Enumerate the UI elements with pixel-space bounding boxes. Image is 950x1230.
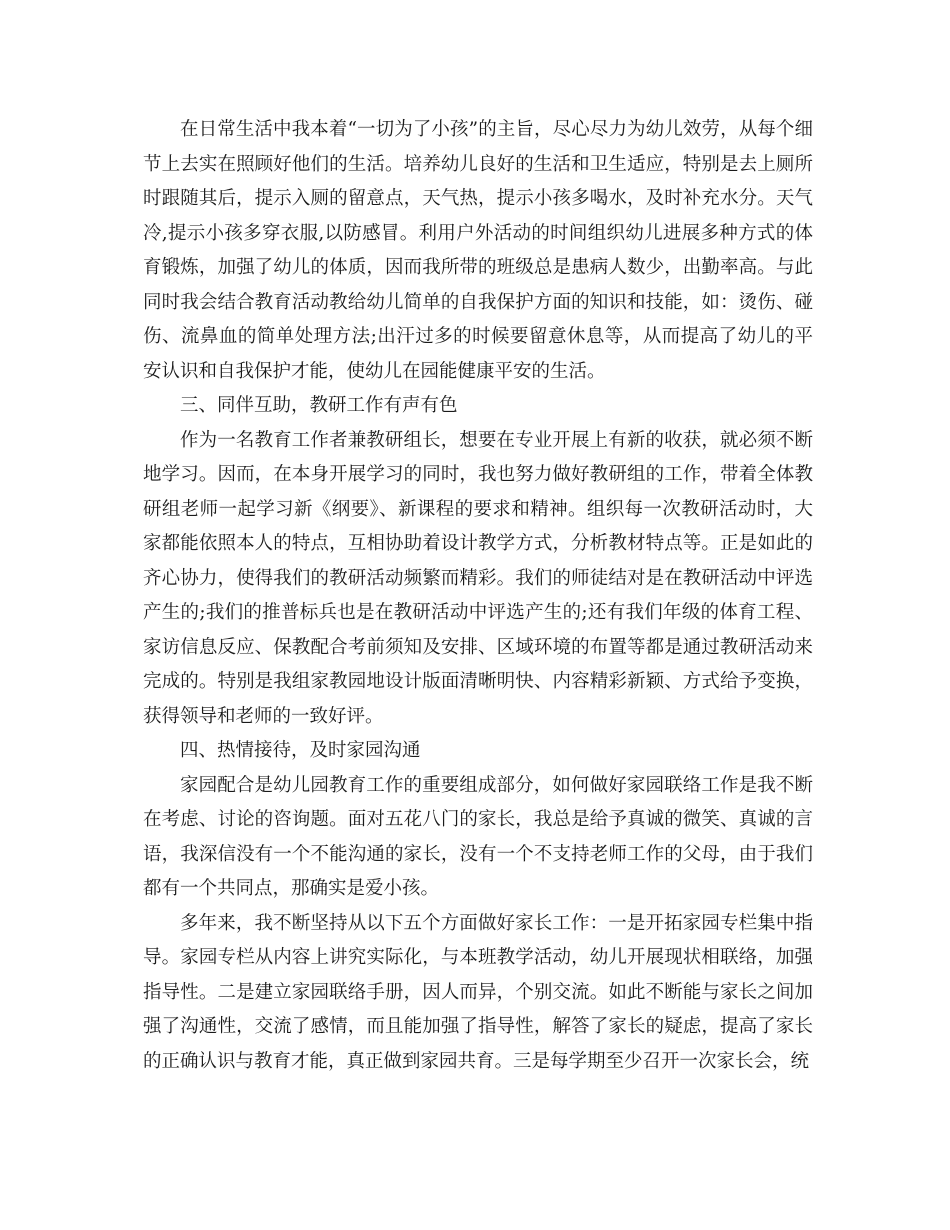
section-heading-3: 三、同伴互助，教研工作有声有色 [180,395,458,416]
paragraph-home-school: 家园配合是幼儿园教育工作的重要组成部分，如何做好家园联络工作是我不断在考虑、讨论的咨询题。面对五花八门的家长，我总是给予真诚的微笑、真诚的言语，我深信没有一个不能沟通的家长，没有一个不支持老师工作的父母，由于我们都有一个共同点，那确实是爱小孩。 [143,774,813,899]
paragraph-parent-work: 多年来，我不断坚持从以下五个方面做好家长工作：一是开拓家园专栏集中指导。家园专栏从内容上讲究实际化，与本班教学活动，幼儿开展现状相联络，加强指导性。二是建立家园联络手册，因人而异，个别交流。如此不断能与家长之间加强了沟通性，交流了感情，而且能加强了指导性，解答了家长的疑虑，提高了家长的正确认识与教育才能，真正做到家园共育。三是每学期至少召开一次家长会，统 [143,912,813,1072]
section-heading-4: 四、热情接待，及时家园沟通 [180,740,421,761]
paragraph-teaching-research: 作为一名教育工作者兼教研组长，想要在专业开展上有新的收获，就必须不断地学习。因而，在本身开展学习的同时，我也努力做好教研组的工作，带着全体教研组老师一起学习新《纲要》、新课程的要求和精神。组织每一次教研活动时，大家都能依照本人的特点，互相协助着设计教学方式，分析教材特点等。正是如此的齐心协力，使得我们的教研活动频繁而精彩。我们的师徒结对是在教研活动中评选产生的;我们的推普标兵也是在教研活动中评选产生的;还有我们年级的体育工程、家访信息反应、保教配合考前须知及安排、区域环境的布置等都是通过教研活动来完成的。特别是我组家教园地设计版面清晰明快、内容精彩新颖、方式给予变换，获得领导和老师的一致好评。 [143,429,813,727]
document-body [143,113,813,1079]
paragraph-daily-life: 在日常生活中我本着“一切为了小孩”的主旨，尽心尽力为幼儿效劳，从每个细节上去实在照顾好他们的生活。培养幼儿良好的生活和卫生适应，特别是去上厕所时跟随其后，提示入厕的留意点，天气热，提示小孩多喝水，及时补充水分。天气冷,提示小孩多穿衣服,以防感冒。利用户外活动的时间组织幼儿进展多种方式的体育锻炼，加强了幼儿的体质，因而我所带的班级总是患病人数少，出勤率高。与此同时我会结合教育活动教给幼儿简单的自我保护方面的知识和技能，如：烫伤、碰伤、流鼻血的简单处理方法;出汗过多的时候要留意休息等，从而提高了幼儿的平安认识和自我保护才能，使幼儿在园能健康平安的生活。 [143,119,813,382]
